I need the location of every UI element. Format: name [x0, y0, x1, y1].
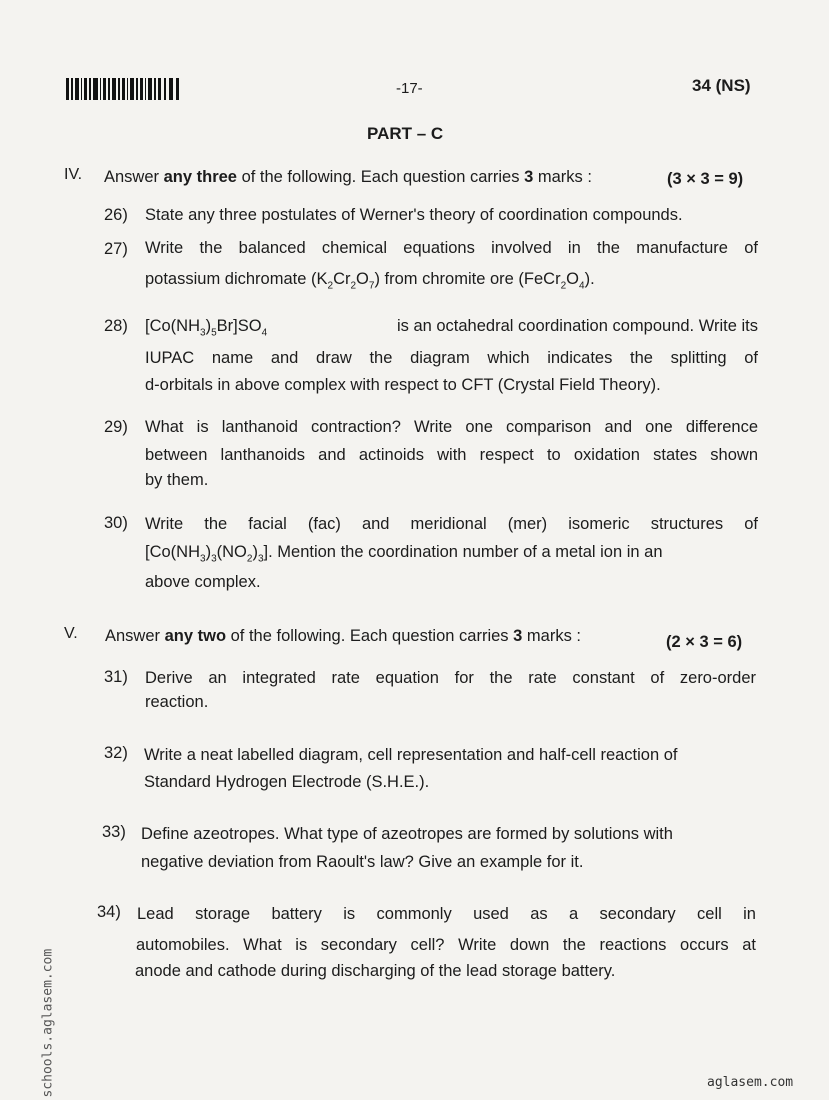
paper-code: 34 (NS): [692, 76, 751, 95]
question-text-part: .: [590, 270, 595, 288]
question-text: Define azeotropes. What type of azeotropes are formed by solutions with: [141, 825, 673, 843]
question-text: State any three postulates of Werner's theory of coordination compounds.: [145, 206, 683, 224]
question-text: between lanthanoids and actinoids with respect to oxidation states shown: [145, 446, 758, 464]
question-text: [145, 312, 758, 347]
section-iv-number: IV.: [64, 166, 83, 183]
question-text: IUPAC name and draw the diagram which indicates the splitting of: [145, 349, 758, 367]
instruction-bold: any three: [163, 168, 237, 186]
part-title: PART – C: [367, 124, 444, 143]
instruction-bold: any two: [164, 627, 227, 645]
section-v-number: V.: [64, 625, 78, 642]
instruction-text: Answer: [104, 168, 164, 186]
barcode-icon: [66, 78, 182, 100]
section-iv-instruction: [104, 168, 592, 187]
question-text: reaction.: [145, 693, 209, 711]
question-text: Write a neat labelled diagram, cell representation and half-cell reaction of: [144, 746, 678, 764]
question-number: 33): [102, 823, 126, 841]
formula-complex: $[Co(NH_3)_5Br]SO_4$: [145, 317, 268, 339]
instruction-marks: 3: [524, 168, 534, 186]
instruction-marks: 3: [513, 627, 523, 645]
question-number: 30): [104, 514, 128, 532]
question-text: Standard Hydrogen Electrode (S.H.E.).: [144, 773, 430, 791]
question-text: d-orbitals in above complex with respect to CFT (Crystal Field Theory).: [145, 376, 661, 394]
question-number: 29): [104, 418, 128, 436]
instruction-text: marks :: [533, 168, 592, 186]
question-text-part: potassium dichromate: [145, 270, 311, 288]
question-text: negative deviation from Raoult's law? Give an example for it.: [141, 853, 584, 871]
question-number: 26): [104, 206, 128, 224]
question-text: [145, 270, 595, 291]
formula-complex: $[Co(NH_3)_3(NO_2)_3]$: [145, 543, 269, 565]
question-text-part: . Mention the coordination number of a metal ion in an: [268, 543, 663, 561]
instruction-text: marks :: [522, 627, 581, 645]
question-text-part: from chromite ore: [379, 270, 519, 288]
footer-watermark: aglasem.com: [707, 1075, 794, 1090]
formula-potassium-dichromate: $(K_2Cr_2O_7)$: [311, 270, 380, 292]
question-number: 27): [104, 240, 128, 258]
section-v-instruction: [105, 627, 581, 646]
question-text: Lead storage battery is commonly used as a secondary cell in: [137, 905, 756, 923]
formula-chromite: $(FeCr_2O_4)$: [518, 270, 591, 292]
question-text: [145, 543, 663, 564]
question-text: What is lanthanoid contraction? Write one comparison and one difference: [145, 418, 758, 436]
question-number: 32): [104, 744, 128, 762]
question-text: Derive an integrated rate equation for the rate constant of zero-order: [145, 669, 756, 687]
question-text: Write the facial (fac) and meridional (mer) isomeric structures of: [145, 515, 758, 533]
question-text-part: is an octahedral coordination compound. Write its: [396, 317, 758, 335]
side-watermark: schools.aglasem.com: [40, 948, 56, 1098]
section-v-marks: (2 × 3 = 6): [666, 633, 743, 651]
question-number: 34): [97, 903, 121, 921]
question-text: above complex.: [145, 573, 261, 591]
instruction-text: of the following. Each question carries: [236, 168, 525, 186]
section-iv-marks: (3 × 3 = 9): [667, 170, 744, 188]
question-text: by them.: [145, 471, 209, 489]
instruction-text: Answer: [105, 627, 165, 645]
question-text: anode and cathode during discharging of the lead storage battery.: [135, 962, 616, 980]
question-number: 28): [104, 317, 128, 335]
instruction-text: of the following. Each question carries: [226, 627, 514, 645]
question-number: 31): [104, 668, 128, 686]
question-text: automobiles. What is secondary cell? Write down the reactions occurs at: [136, 936, 756, 954]
question-text: Write the balanced chemical equations involved in the manufacture of: [145, 239, 758, 257]
page-number: -17-: [396, 80, 423, 97]
